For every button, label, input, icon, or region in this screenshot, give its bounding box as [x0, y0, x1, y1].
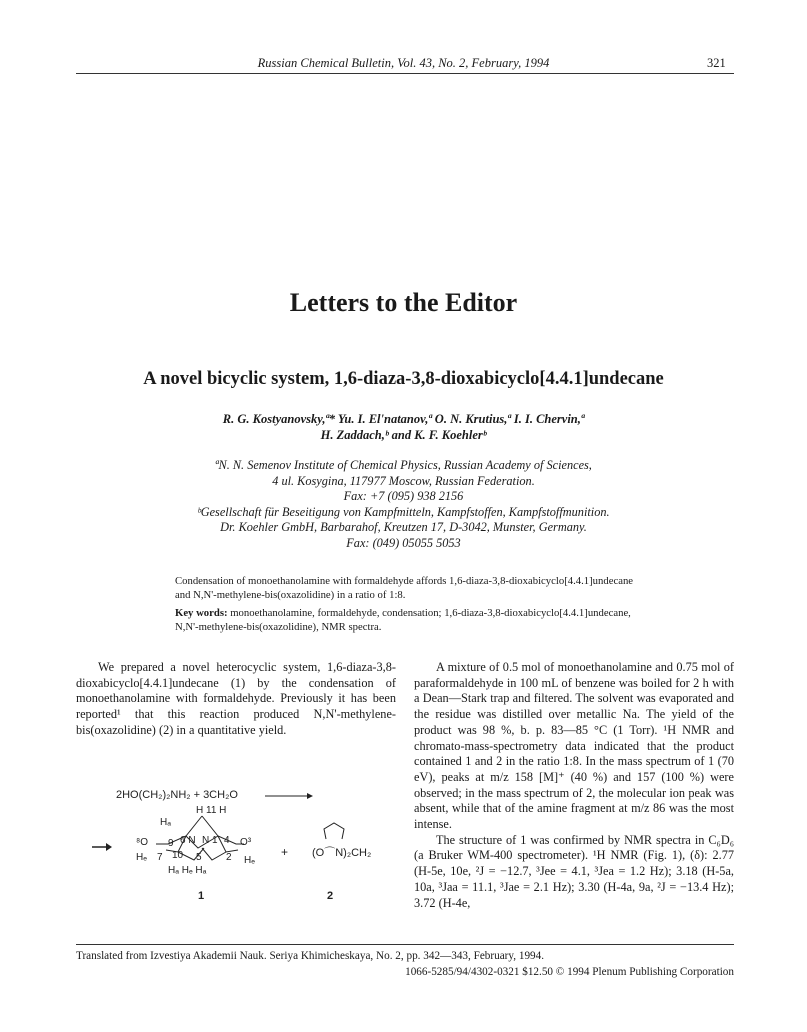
running-head: Russian Chemical Bulletin, Vol. 43, No. 2, February, 1994 [257, 56, 550, 70]
affiliation-a-line-2: 4 ul. Kosygina, 117977 Moscow, Russian Federation. [272, 473, 535, 488]
authors [0, 411, 807, 443]
atom-o3: O³ [240, 837, 252, 848]
section-title: Letters to the Editor [289, 288, 518, 317]
right-paragraph-1: A mixture of 0.5 mol of monoethanolamine and 0.75 mol of paraformaldehyde in 100 mL of benzene was boiled for 2 h with a Dean—Stark trap and filtered. The solvent was evaporated and the residue was distilled over metallic Na. The yield of the product was 98 %, b. p. 83—85 °C (1 Torr). ¹H NMR and chromato-mass-spectrometry data indicated that the product contained 1 and 2 in the ratio 1:8. In the mass spectrum of 1 (70 eV), peaks at m/z 158 [M]⁺ (40 %) and 157 (100 %) were observed; in the mass spectrum of 2, the molecular ion peak was absent, while that of the amine fragment at m/z 86 was the most intense. [414, 660, 734, 832]
page-number: 321 [707, 56, 726, 70]
atom-bottom-labels: Hₐ Hₑ Hₐ [168, 865, 207, 876]
atom-c4: 4 [224, 835, 230, 846]
abstract: Condensation of monoethanolamine with formaldehyde affords 1,6-diaza-3,8-dioxabicyclo[4.4.1]undecane and N,N'-methylene-bis(oxazolidine) in a ratio of 1:8. [175, 575, 634, 601]
scheme-reactants: 2HO(CH₂)₂NH₂ + 3CH₂O [116, 789, 238, 801]
keywords-label: Key words: [175, 607, 228, 619]
copyright-line: 1066-5285/94/4302-0321 $12.50 © 1994 Plenum Publishing Corporation [405, 966, 734, 978]
atom-c5: 5 [196, 852, 202, 863]
atom-c2: 2 [226, 852, 232, 863]
translation-note: Translated from Izvestiya Akademii Nauk. Seriya Khimicheskaya, No. 2, pp. 342—343, February, 1994. [76, 950, 545, 962]
header-rule [76, 73, 734, 74]
right-paragraph-2: The structure of 1 was confirmed by NMR spectra in C₆D₆ (a Bruker WM-400 spectrometer). ¹H NMR (Fig. 1), (δ): 2.77 (H-5e, 10e, ²J = −12.7, ³Jee = 4.1, ³Jea = 1.2 Hz); 3.18 (H-5a, 10a, ³Jaa = 11.1, ³Jae = 2.1 Hz); 3.30 (H-4a, 9a, ²J = −13.4 Hz); 3.72 (H-4e, [414, 832, 734, 910]
product-2-formula: (O⌒N)₂CH₂ [312, 847, 372, 859]
atom-ha-top: Hₐ [160, 817, 171, 828]
compound-2-number: 2 [327, 890, 334, 902]
footer-rule [76, 944, 734, 945]
keywords-text: monoethanolamine, formaldehyde, condensation; 1,6-diaza-3,8-dioxabicyclo[4.4.1]undecane, N,N'-methylene-bis(oxazolidine), NMR spectra. [175, 607, 631, 633]
affiliations [0, 458, 807, 551]
compound-1-number: 1 [198, 890, 205, 902]
left-paragraph-1: We prepared a novel heterocyclic system, 1,6-diaza-3,8-dioxabicyclo[4.4.1]undecane (1) by the condensation of monoethanolamine with formaldehyde. Previously it has been reported¹ that this reaction produced N,N'-methylene-bis(oxazolidine) (2) in a quantitative yield. [76, 660, 396, 737]
atom-o8: ⁸O [136, 837, 148, 848]
authors-line-1: R. G. Kostyanovsky,ª* Yu. I. El'natanov,ª O. N. Krutius,ª I. I. Chervin,ª [222, 412, 585, 426]
reaction-arrow-2-icon [92, 843, 112, 851]
article-title: A novel bicyclic system, 1,6-diaza-3,8-dioxabicyclo[4.4.1]undecane [143, 369, 664, 389]
atom-c10: 10 [172, 850, 184, 861]
affiliation-b-fax: Fax: (049) 05055 5053 [346, 535, 461, 550]
affiliation-a-line-1: ªN. N. Semenov Institute of Chemical Physics, Russian Academy of Sciences, [215, 458, 592, 472]
affiliation-b-line-2: Dr. Koehler GmbH, Barbarahof, Kreutzen 17, D-3042, Munster, Germany. [220, 520, 587, 534]
atom-n1: N 1 [202, 835, 218, 846]
atom-he-left: Hₑ [136, 852, 147, 863]
atom-h11: H 11 H [196, 805, 227, 816]
affiliation-b-line-1: ᵇGesellschaft für Beseitigung von Kampfmitteln, Kampfstoffen, Kampfstoffmunition. [197, 504, 610, 519]
affiliation-a-fax: Fax: +7 (095) 938 2156 [343, 489, 464, 503]
authors-line-2: H. Zaddach,ᵇ and K. F. Koehlerᵇ [320, 428, 487, 442]
oxazolidine-ring-icon [322, 821, 346, 841]
atom-c7: 7 [157, 852, 163, 863]
atom-he-right: Hₑ [244, 855, 255, 866]
right-column [414, 660, 734, 911]
atom-c9: 9 [168, 838, 174, 849]
scheme-plus: + [281, 845, 289, 859]
atom-n6: 6 N [180, 835, 196, 846]
reaction-arrow-icon [265, 792, 313, 800]
left-column [76, 660, 396, 739]
keywords [175, 606, 635, 634]
